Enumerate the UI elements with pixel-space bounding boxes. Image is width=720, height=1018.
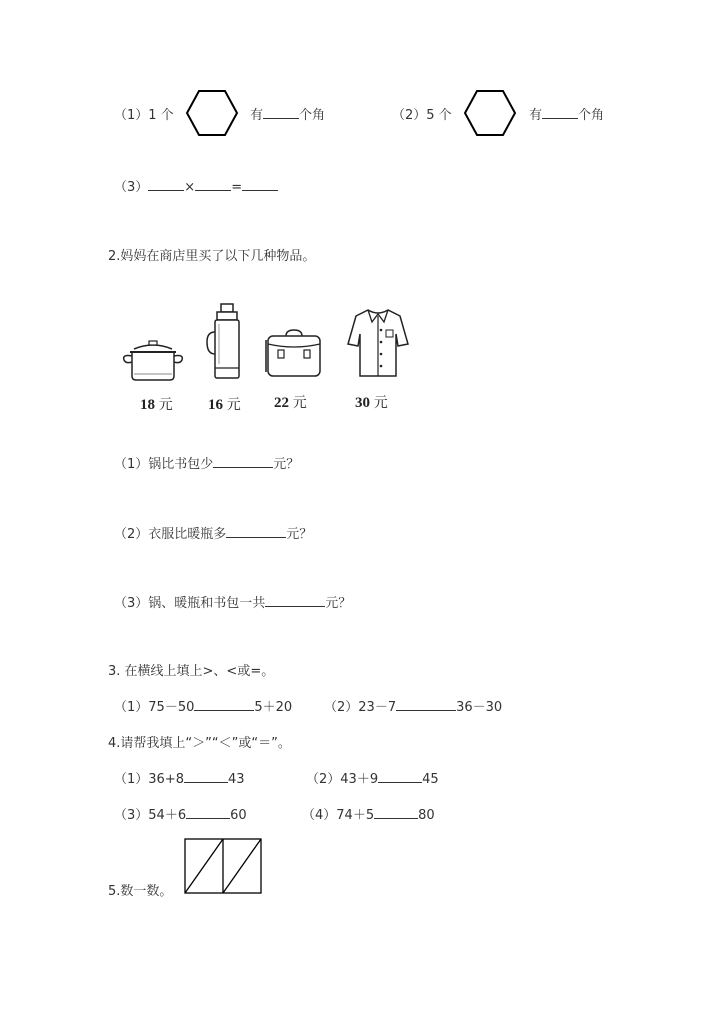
price-label	[355, 392, 388, 412]
price-unit: 元	[226, 398, 241, 413]
question-3-1-right: 5＋20	[254, 700, 293, 715]
answer-blank[interactable]	[263, 106, 299, 119]
answer-blank[interactable]	[213, 455, 273, 468]
question-4-1	[114, 768, 245, 787]
question-1-3-prefix: （3）	[114, 180, 149, 195]
section-3-title: 3. 在横线上填上>、<或=。	[108, 664, 275, 679]
question-1-1-answer	[250, 104, 325, 123]
answer-blank[interactable]	[186, 806, 230, 819]
question-4-1-right: 43	[227, 772, 245, 787]
question-1-1-unit: 个角	[299, 108, 326, 123]
answer-blank[interactable]	[396, 698, 456, 711]
question-1-2-unit: 个角	[578, 108, 605, 123]
hexagon-icon	[185, 89, 239, 137]
hexagon-icon	[463, 89, 517, 137]
answer-blank[interactable]	[148, 178, 184, 191]
question-4-4-right: 80	[418, 808, 435, 823]
section-4-title: 4.请帮我填上“＞”“＜”或“＝”。	[108, 736, 291, 751]
figure-count-shapes	[184, 838, 262, 894]
price-value: 18	[140, 397, 155, 413]
shirt-icon	[346, 306, 410, 378]
question-3-2	[324, 696, 502, 715]
equals-sign: =	[231, 180, 243, 195]
question-2-3	[114, 592, 351, 611]
question-1-3	[114, 176, 278, 195]
answer-blank[interactable]	[374, 806, 418, 819]
question-3-1	[114, 696, 292, 715]
answer-blank[interactable]	[195, 178, 231, 191]
question-2-3-end: 元？	[325, 596, 352, 611]
price-label	[208, 394, 241, 414]
question-4-2-left: （2）43＋9	[306, 772, 379, 787]
question-2-1-end: 元？	[273, 457, 300, 472]
price-unit: 元	[292, 396, 307, 411]
answer-blank[interactable]	[542, 106, 578, 119]
question-1-2-answer	[529, 104, 604, 123]
answer-blank[interactable]	[226, 525, 286, 538]
price-value: 22	[274, 395, 289, 411]
question-1-2-has: 有	[529, 108, 543, 123]
pot-icon	[120, 338, 186, 384]
answer-blank[interactable]	[242, 178, 278, 191]
question-4-1-left: （1）36+8	[114, 772, 184, 787]
question-1-2-prefix: （2）5 个	[392, 108, 452, 123]
price-label	[274, 392, 307, 412]
question-2-2-text: （2）衣服比暖瓶多	[114, 527, 227, 542]
question-2-2-end: 元？	[286, 527, 313, 542]
price-unit: 元	[158, 398, 173, 413]
answer-blank[interactable]	[194, 698, 254, 711]
question-2-3-text: （3）锅、暖瓶和书包一共	[114, 596, 266, 611]
question-1-2	[392, 104, 452, 123]
section-2-title: 2.妈妈在商店里买了以下几种物品。	[108, 249, 316, 264]
section-5-title: 5.数一数。	[108, 884, 173, 899]
question-4-2	[306, 768, 439, 787]
price-value: 16	[208, 397, 223, 413]
question-4-3-left: （3）54＋6	[114, 808, 187, 823]
question-1-1	[114, 104, 174, 123]
question-4-2-right: 45	[422, 772, 439, 787]
answer-blank[interactable]	[378, 770, 422, 783]
question-2-1-text: （1）锅比书包少	[114, 457, 214, 472]
price-unit: 元	[373, 396, 388, 411]
times-sign: ×	[184, 180, 196, 195]
question-3-2-left: （2）23－7	[324, 700, 397, 715]
question-4-4	[302, 804, 435, 823]
question-4-3	[114, 804, 247, 823]
price-value: 30	[355, 395, 370, 411]
price-label	[140, 394, 173, 414]
thermos-icon	[207, 302, 247, 382]
question-3-2-right: 36－30	[456, 700, 503, 715]
question-1-1-has: 有	[250, 108, 264, 123]
question-2-2	[114, 523, 312, 542]
question-4-4-left: （4）74＋5	[302, 808, 375, 823]
question-3-1-left: （1）75－50	[114, 700, 195, 715]
question-2-1	[114, 453, 299, 472]
answer-blank[interactable]	[265, 594, 325, 607]
answer-blank[interactable]	[184, 770, 228, 783]
question-1-1-prefix: （1）1 个	[114, 108, 174, 123]
bag-icon	[264, 328, 324, 378]
question-4-3-right: 60	[230, 808, 247, 823]
